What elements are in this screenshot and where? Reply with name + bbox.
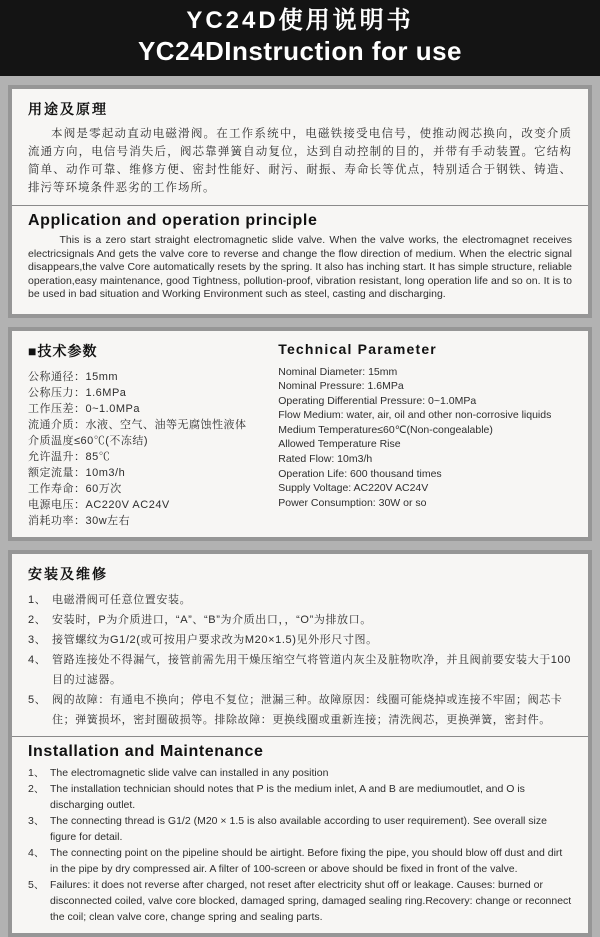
list-item-text: The electromagnetic slide valve can installed in any position — [50, 766, 329, 779]
list-item — [28, 590, 572, 610]
list-item — [28, 630, 572, 650]
list-item-number: 4、 — [28, 846, 45, 859]
section-divider — [12, 205, 588, 206]
list-item — [28, 650, 572, 690]
list-item-number: 2、 — [28, 782, 45, 795]
tech-param-zh: 电源电压：AC220V AC24V — [28, 498, 170, 511]
list-item-text: The connecting thread is G1/2 (M20 × 1.5 is also available according to user requirement). See overall size figure for detail. — [50, 814, 547, 843]
section-divider — [12, 736, 588, 737]
technical-heading-en: Technical Parameter — [278, 340, 437, 357]
list-item — [28, 845, 572, 877]
page-title-chinese: YC24D使用说明书 — [186, 7, 414, 34]
list-item — [28, 610, 572, 630]
list-item-text: 管路连接处不得漏气，接管前需先用干燥压缩空气将管道内灰尘及脏物吹净，并且阀前要安装大于100目的过滤器。 — [52, 653, 571, 686]
tech-param-zh: 工作压差：0~1.0MPa — [28, 402, 140, 415]
list-item-text: 接管螺纹为G1/2(或可按用户要求改为M20×1.5)见外形尺寸图。 — [52, 633, 378, 646]
list-item-number: 5、 — [28, 878, 45, 891]
list-item-text: The installation technician should notes that P is the medium inlet, A and B are mediumoutlet, and O is discharging outlet. — [50, 782, 525, 811]
list-item-text: The connecting point on the pipeline should be airtight. Before fixing the pipe, you should blow off dust and dirt in the pipe by dry compressed air. A filter of 100-screen or above should be fixed in front of the valve. — [50, 846, 563, 875]
tech-param-en: Rated Flow: 10m3/h — [278, 453, 373, 466]
section-application — [8, 85, 592, 318]
application-heading-en: Application and operation principle — [28, 212, 318, 229]
list-item-text: 安装时，P为介质进口，“A”、“B”为介质出口，，“O”为排放口。 — [52, 613, 372, 626]
tech-param-zh: 额定流量：10m3/h — [28, 466, 126, 479]
tech-param-en: Operating Differential Pressure: 0~1.0MPa — [278, 394, 477, 407]
tech-param-en: Nominal Pressure: 1.6MPa — [278, 380, 404, 393]
application-body-zh: 本阀是零起动直动电磁滑阀。在工作系统中，电磁铁接受电信号，使推动阀芯换向，改变介质流通方向，电信号消失后，阀芯靠弹簧自动复位，达到自动控制的目的，并带有手动装置。它结构简单、动作可靠、维修方便、密封性能好、耐污、耐振、寿命长等优点，特别适合于钢铁、铸造、排污等环境条件恶劣的工作场所。 — [28, 128, 572, 194]
tech-param-zh: 允许温升：85℃ — [28, 450, 111, 463]
tech-param-en: Flow Medium: water, air, oil and other non-corrosive liquids — [278, 409, 552, 422]
list-item — [28, 781, 572, 813]
list-item-number: 5、 — [28, 693, 47, 706]
tech-param-en: Supply Voltage: AC220V AC24V — [278, 482, 429, 495]
tech-param-zh: 介质温度≤60℃(不冻结) — [28, 434, 149, 447]
list-item-text: 电磁滑阀可任意位置安装。 — [52, 593, 192, 606]
list-item-number: 1、 — [28, 766, 45, 779]
technical-column-zh — [28, 337, 278, 529]
tech-param-zh: 消耗功率：30w左右 — [28, 514, 131, 527]
installation-heading-en: Installation and Maintenance — [28, 742, 264, 760]
installation-list-zh — [28, 590, 572, 730]
header — [0, 0, 600, 76]
tech-param-zh: 流通介质：水液、空气、油等无腐蚀性液体 — [28, 418, 247, 431]
tech-param-zh: 公称通径：15mm — [28, 370, 119, 383]
installation-list-en — [28, 765, 572, 925]
technical-column-en — [278, 337, 572, 529]
installation-heading-zh: 安装及维修 — [28, 565, 108, 582]
list-item-number: 3、 — [28, 633, 47, 646]
tech-param-zh: 工作寿命：60万次 — [28, 482, 122, 495]
list-item-number: 2、 — [28, 613, 47, 626]
tech-param-zh: 公称压力：1.6MPa — [28, 386, 127, 399]
list-item-text: Failures: it does not reverse after charged, not reset after electricity shut off or leakage. Causes: burned or disconnected coiled, valve core blocked, damaged spring, damaged sealing ring.Recovery: change or reconnect the coil; clean valve core, change spring and sealing parts. — [50, 878, 572, 923]
list-item — [28, 690, 572, 730]
tech-param-en: Allowed Temperature Rise — [278, 438, 401, 451]
list-item-number: 4、 — [28, 653, 47, 666]
page-title-english: YC24DInstruction for use — [137, 36, 463, 66]
list-item — [28, 813, 572, 845]
tech-param-en: Medium Temperature≤60℃(Non-congealable) — [278, 423, 493, 436]
section-installation — [8, 550, 592, 937]
list-item-number: 3、 — [28, 814, 45, 827]
list-item — [28, 765, 572, 781]
application-heading-zh: 用途及原理 — [28, 101, 108, 117]
section-technical-parameters — [8, 327, 592, 541]
tech-param-en: Nominal Diameter: 15mm — [278, 365, 398, 378]
list-item-text: 阀的故障：有通电不换向；停电不复位；泄漏三种。故障原因：线圈可能烧掉或连接不牢固；阀芯卡住；弹簧损坏，密封圈破损等。排除故障：更换线圈或重新连接；清洗阀芯，更换弹簧，密封件。 — [52, 693, 563, 726]
tech-param-en: Operation Life: 600 thousand times — [278, 467, 442, 480]
list-item-number: 1、 — [28, 593, 47, 606]
technical-heading-zh: ■技术参数 — [28, 342, 98, 359]
tech-param-en: Power Consumption: 30W or so — [278, 496, 427, 509]
application-body-en: This is a zero start straight electromagnetic slide valve. When the valve works, the electromagnet receives electricsignals And gets the valve core to reverse and change the flow direction of medium. When the electric signal disappears,the valve Core automatically resets by the spring. It also has inching start. It has simple structure, reliable operation,easy maintenance, good Tightness, pollution-proof, vibration resistant, long operation life and so on. It is to be used in bad situation and Working Environment such as steel, casting and discharging. — [28, 234, 572, 300]
list-item — [28, 877, 572, 925]
